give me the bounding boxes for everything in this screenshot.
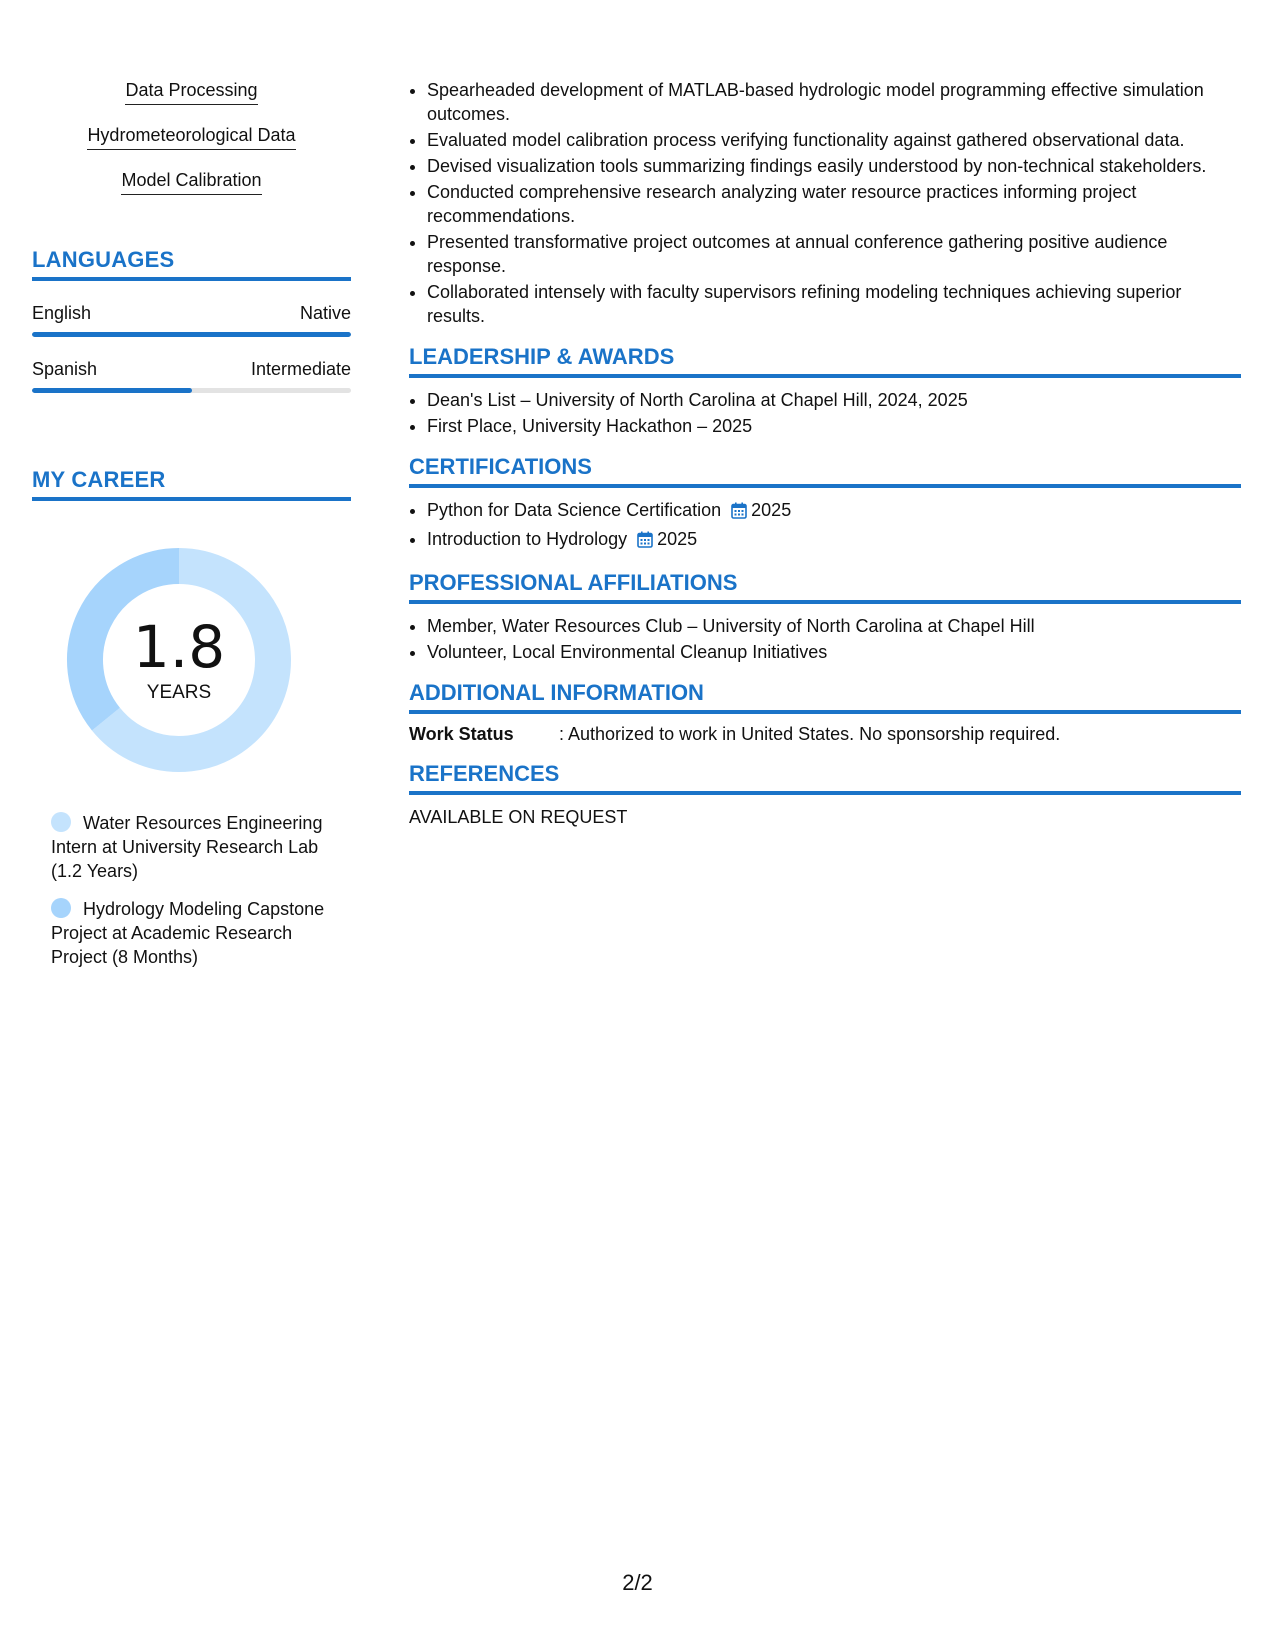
certifications-list: [409, 498, 1241, 554]
affiliations-list: [409, 614, 1241, 664]
career-unit: YEARS: [146, 682, 212, 703]
list-item: • First Place, University Hackathon – 2025: [427, 414, 1241, 438]
legend-label: Hydrology Modeling Capstone Project at Academic Research Project (8 Months): [51, 899, 325, 967]
legend-dot: [51, 898, 71, 918]
calendar-icon: [731, 501, 747, 525]
list-item: • Member, Water Resources Club – University of North Carolina at Chapel Hill: [427, 614, 1241, 638]
skills-list: [32, 78, 351, 213]
career-donut-chart: [64, 545, 294, 775]
language-english: [32, 303, 351, 337]
work-status-row: [409, 724, 1241, 745]
affiliations-title: PROFESSIONAL AFFILIATIONS: [409, 570, 1241, 604]
language-bar: [32, 332, 351, 337]
leadership-title: LEADERSHIP & AWARDS: [409, 344, 1241, 378]
page-number: 2/2: [622, 1570, 653, 1595]
language-level: Native: [299, 303, 351, 323]
list-item: • Collaborated intensely with faculty supervisors refining modeling techniques achieving superior results.: [427, 280, 1241, 328]
certifications-title: CERTIFICATIONS: [409, 454, 1241, 488]
list-item: • Evaluated model calibration process verifying functionality against gathered observational data.: [427, 128, 1241, 152]
work-status-value: : Authorized to work in United States. No sponsorship required.: [559, 724, 1061, 744]
experience-bullets: [409, 78, 1241, 328]
skill-item: Data Processing: [125, 78, 257, 105]
language-bar-fill: [32, 332, 351, 337]
right-column: [409, 78, 1241, 828]
language-spanish: [32, 359, 351, 393]
list-item: • Conducted comprehensive research analyzing water resource practices informing project recommendations.: [427, 180, 1241, 228]
list-item: [427, 527, 1241, 554]
additional-info-title: ADDITIONAL INFORMATION: [409, 680, 1241, 714]
left-column: [32, 78, 351, 983]
language-level: Intermediate: [250, 359, 351, 379]
list-item: • Devised visualization tools summarizing findings easily understood by non-technical stakeholders.: [427, 154, 1241, 178]
list-item: • Volunteer, Local Environmental Cleanup Initiatives: [427, 640, 1241, 664]
certification-name: Python for Data Science Certification: [427, 500, 722, 520]
language-name: Spanish: [32, 359, 98, 379]
languages-title: LANGUAGES: [32, 247, 351, 281]
certification-year: 2025: [657, 529, 698, 549]
legend-item: [51, 897, 351, 969]
calendar-icon: [637, 530, 653, 554]
career-legend: [51, 811, 351, 969]
work-status-label: Work Status: [409, 724, 514, 744]
list-item: • Spearheaded development of MATLAB-based hydrologic model programming effective simulation outcomes.: [427, 78, 1241, 126]
language-bar: [32, 388, 351, 393]
legend-label: Water Resources Engineering Intern at University Research Lab (1.2 Years): [51, 813, 323, 881]
references-title: REFERENCES: [409, 761, 1241, 795]
skill-item: Hydrometeorological Data: [87, 123, 295, 150]
legend-item: [51, 811, 351, 883]
list-item: • Presented transformative project outcomes at annual conference gathering positive audience response.: [427, 230, 1241, 278]
legend-dot: [51, 812, 71, 832]
list-item: • Dean's List – University of North Carolina at Chapel Hill, 2024, 2025: [427, 388, 1241, 412]
skill-item: Model Calibration: [121, 168, 261, 195]
career-title: MY CAREER: [32, 467, 351, 501]
references-text: AVAILABLE ON REQUEST: [409, 807, 628, 827]
certification-name: Introduction to Hydrology: [427, 529, 628, 549]
language-name: English: [32, 303, 92, 323]
career-total: 1.8: [132, 613, 226, 681]
language-bar-fill: [32, 388, 192, 393]
certification-year: 2025: [751, 500, 792, 520]
list-item: [427, 498, 1241, 525]
leadership-list: [409, 388, 1241, 438]
